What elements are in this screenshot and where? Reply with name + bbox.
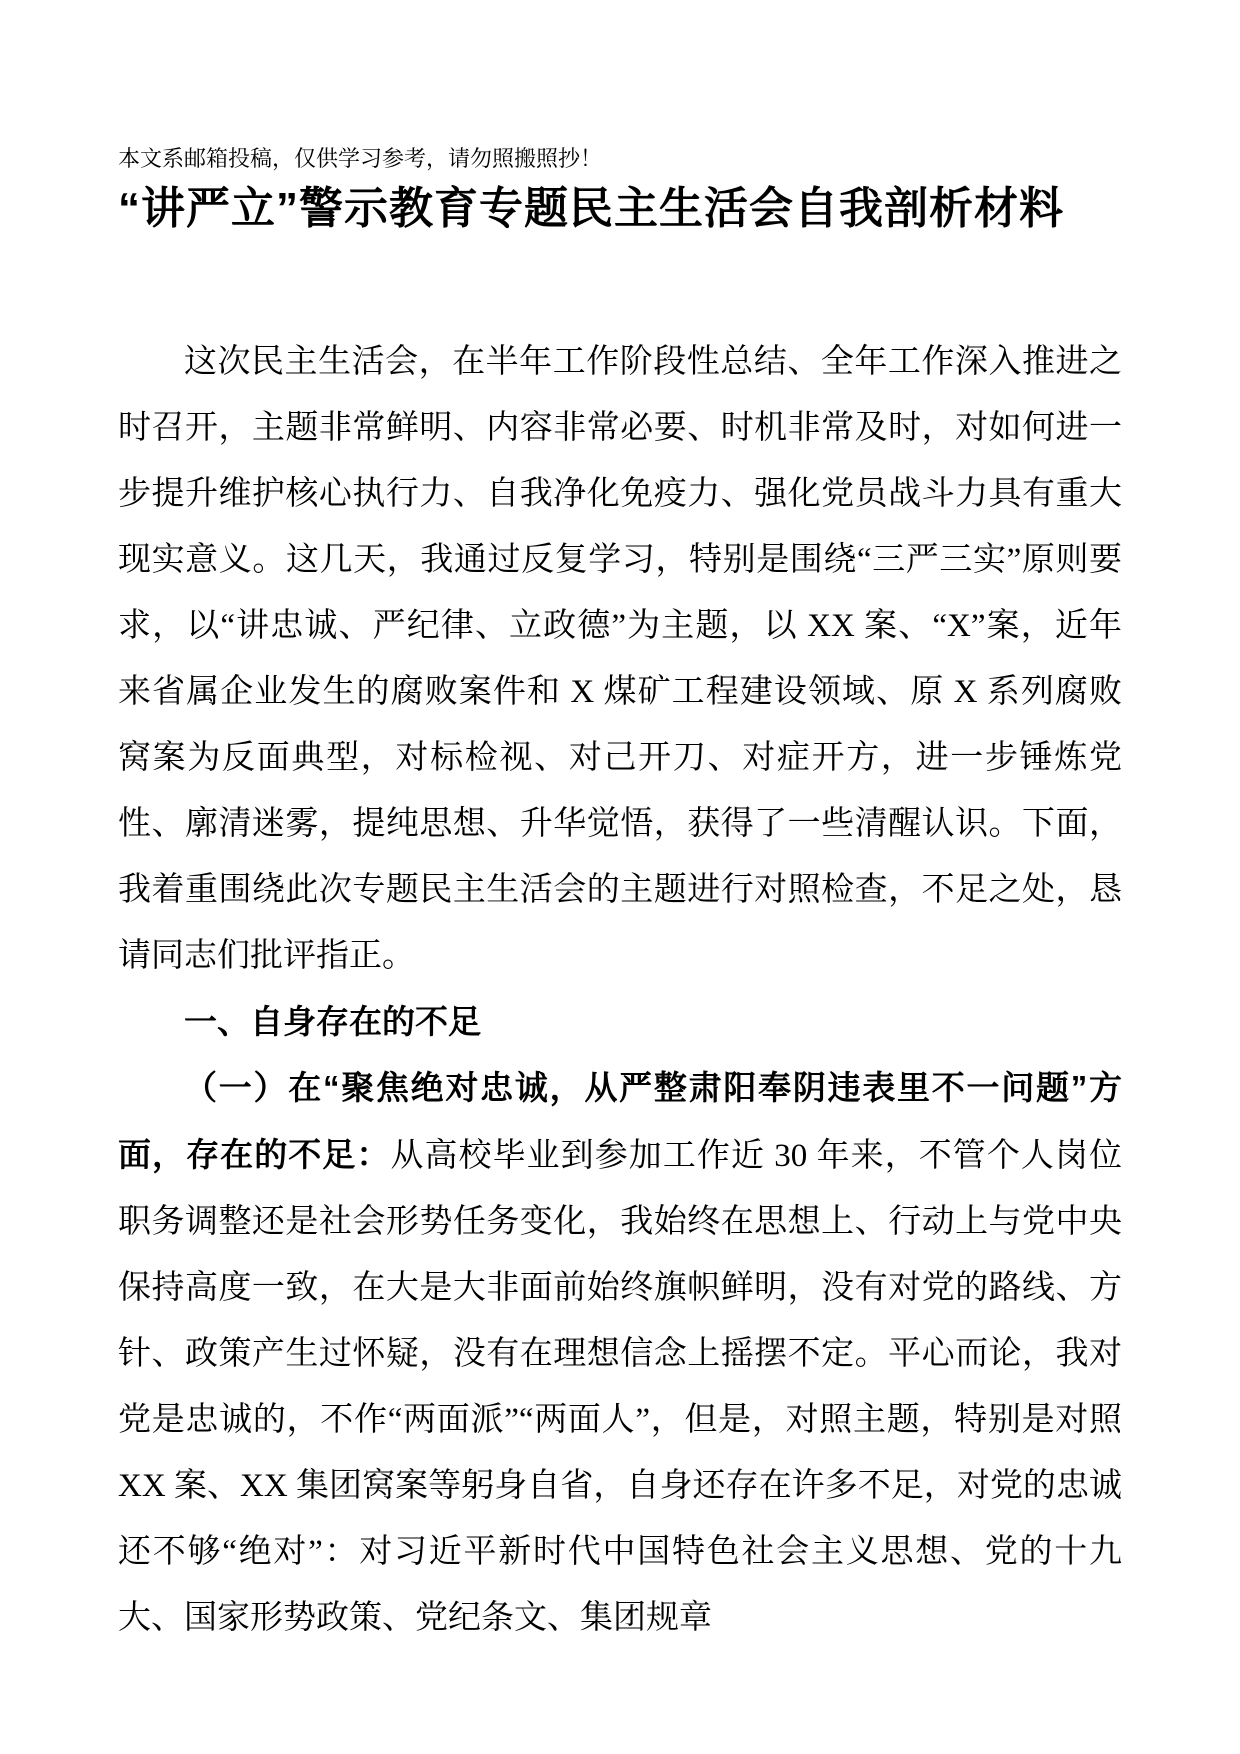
disclaimer-text: 本文系邮箱投稿，仅供学习参考，请勿照搬照抄！ — [118, 146, 603, 171]
intro-paragraph: 这次民主生活会，在半年工作阶段性总结、全年工作深入推进之时召开，主题非常鲜明、内容非常必要、时机非常及时，对如何进一步提升维护核心执行力、自我净化免疫力、强化党员战斗力具有重大现实意义。这几天，我通过反复学习，特别是围绕“三严三实”原则要求，以“讲忠诚、严纪律、立政德”为主题，以 XX 案、“X”案，近年来省属企业发生的腐败案件和 X 煤矿工程建设领域、原 X 系列腐败窝案为反面典型，对标检视、对己开刀、对症开方，进一步锤炼党性、廓清迷雾，提纯思想、升华觉悟，获得了一些清醒认识。下面，我着重围绕此次专题民主生活会的主题进行对照检查，不足之处，恳请同志们批评指正。 — [118, 344, 1122, 974]
section-1-item-1-body: 从高校毕业到参加工作近 30 年来，不管个人岗位职务调整还是社会形势任务变化，我始终在思想上、行动上与党中央保持高度一致，在大是大非面前始终旗帜鲜明，没有对党的路线、方针、政策产生过怀疑，没有在理想信念上摇摆不定。平心而论，我对党是忠诚的，不作“两面派”“两面人”，但是，对照主题，特别是对照 XX 案、XX 集团窝案等躬身自省，自身还存在许多不足，对党的忠诚还不够“绝对”：对习近平新时代中国特色社会主义思想、党的十九大、国家形势政策、党纪条文、集团规章 — [118, 1138, 1123, 1636]
document-title: “讲严立”警示教育专题民主生活会自我剖析材料 — [118, 184, 1064, 233]
section-1-heading: 一、自身存在的不足 — [184, 1003, 481, 1040]
section-1-item-1-paragraph — [118, 1055, 1122, 1651]
section-1-item-1-lead: （一）在“聚焦绝对忠诚，从严整肃阳奉阴违表里不一问题”方面，存在的不足： — [118, 1069, 1122, 1173]
